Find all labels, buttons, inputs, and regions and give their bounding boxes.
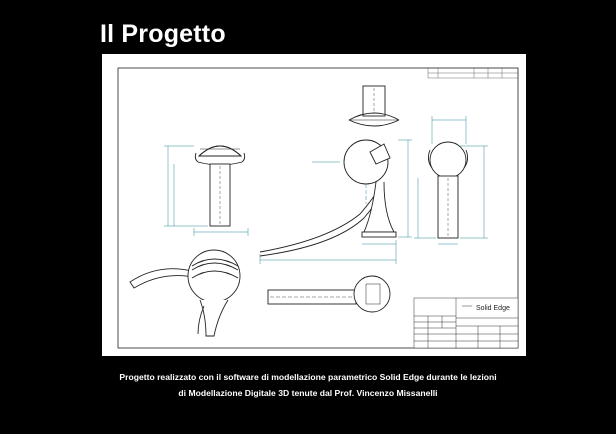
revision-table <box>428 68 518 78</box>
isometric-view <box>130 250 240 336</box>
right-side-view <box>428 142 467 238</box>
caption-line-2: di Modellazione Digitale 3D tenute dal Prof. Vincenzo Missanelli <box>178 388 438 398</box>
side-view-center <box>260 140 396 256</box>
bottom-plan-view <box>268 276 390 312</box>
front-view-left <box>195 146 244 226</box>
caption-line-1: Progetto realizzato con il software di modellazione parametrico Solid Edge durante le lezioni <box>119 372 497 382</box>
title-block-brand: Solid Edge <box>476 305 510 312</box>
top-view <box>349 86 399 126</box>
slide-title: Il Progetto <box>100 20 226 48</box>
front-view-left-dims <box>164 146 248 236</box>
technical-drawing <box>102 54 526 356</box>
